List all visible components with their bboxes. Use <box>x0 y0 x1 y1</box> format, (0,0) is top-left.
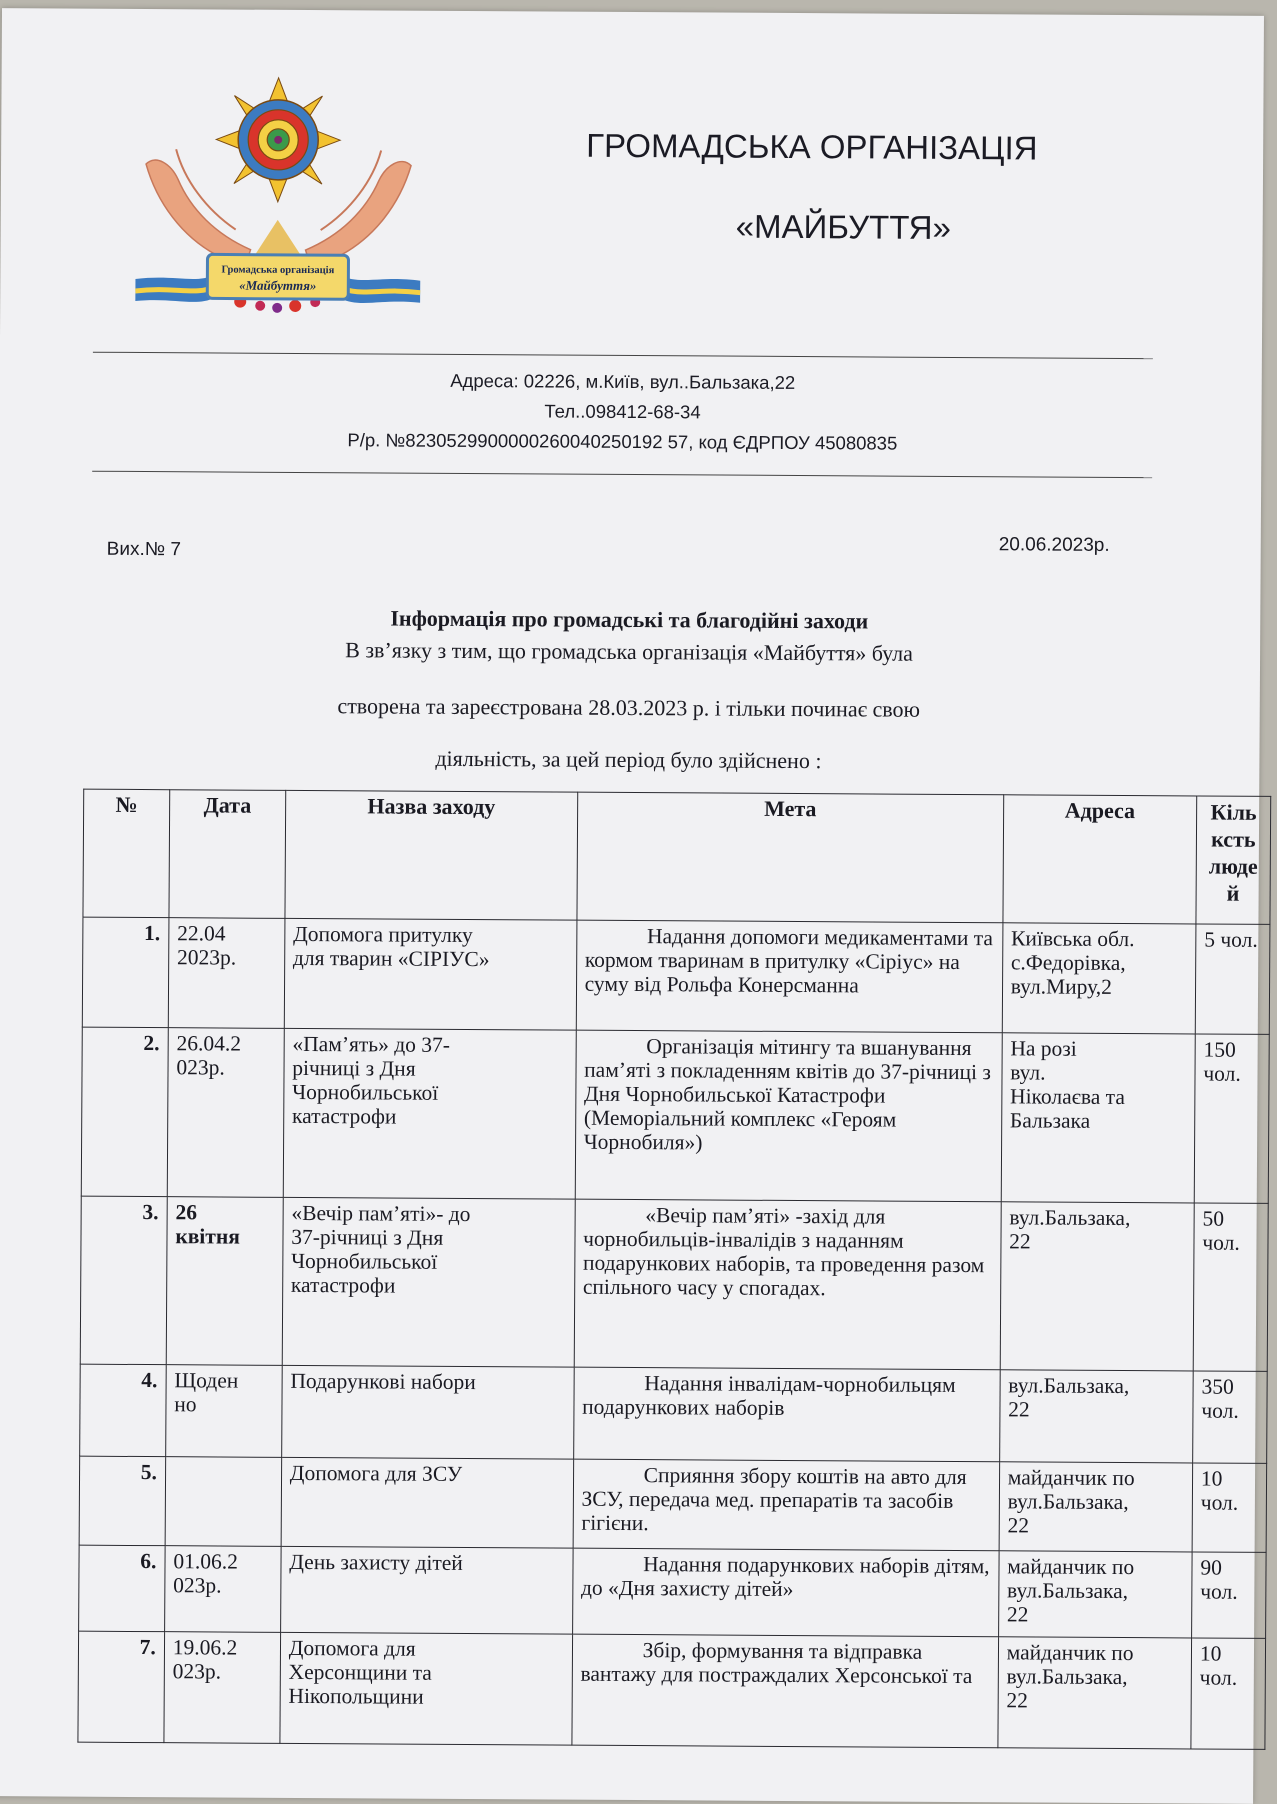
cell-event-name: Допомога притулку для тварин «СІРІУС» <box>284 918 577 1030</box>
cell-date: Щоден но <box>166 1365 282 1458</box>
organization-logo <box>135 69 422 321</box>
cell-address: Київська обл. с.Федорівка, вул.Миру,2 <box>1002 923 1196 1034</box>
cell-num: 1. <box>82 917 169 1028</box>
cell-num: 3. <box>80 1196 167 1365</box>
cell-event-name: «Пам’ять» до 37- річниці з Дня Чорнобильської катастрофи <box>283 1028 576 1199</box>
intro-line-3: діяльність, за цей період було здійснено : <box>435 745 822 774</box>
cell-count: 90 чол. <box>1191 1552 1266 1638</box>
cell-count: 10 чол. <box>1192 1463 1267 1552</box>
document-date: 20.06.2023р. <box>998 534 1110 556</box>
table-row <box>79 1545 1267 1638</box>
cell-address: На розі вул. Ніколаєва та Бальзака <box>1001 1033 1195 1203</box>
header-divider-top <box>93 352 1153 359</box>
cell-goal: Надання допомоги медикаментами та кормом тваринам в притулку «Сіріус» на суму від Рольфа Конерсманна <box>576 920 1003 1033</box>
cell-date <box>165 1457 281 1547</box>
cell-event-name: Подарункові набори <box>281 1365 573 1459</box>
svg-text:«Майбуття»: «Майбуття» <box>239 277 317 294</box>
cell-goal: Сприяння збору коштів на авто для ЗСУ, передача мед. препаратів та засобів гігієни. <box>573 1459 1000 1551</box>
right-hand-icon <box>305 150 411 267</box>
cell-count: 150 чол. <box>1194 1034 1269 1203</box>
col-header-name: Назва заходу <box>285 790 578 920</box>
phone-line: Тел..098412-68-34 <box>544 400 701 423</box>
document-page <box>0 8 1264 1804</box>
left-hand-icon <box>145 149 251 266</box>
organization-name <box>501 126 1051 246</box>
cell-address: майданчик по вул.Бальзака, 22 <box>998 1551 1192 1638</box>
cell-date: 22.04 2023р. <box>168 918 285 1029</box>
document-title: Інформація про громадські та благодійні заходи <box>390 605 869 634</box>
cell-goal: «Вечір пам’яті» -захід для чорнобильців-інвалідів з наданням подарункових наборів, та проведення разом спільного часу у спогадах. <box>574 1199 1001 1370</box>
cell-date: 26.04.2 023р. <box>167 1028 284 1198</box>
cell-goal: Надання інвалідам-чорнобильцям подарункових наборів <box>573 1367 1000 1462</box>
intro-line-2: створена та зареєстрована 28.03.2023 р. і тільки починає свою <box>337 693 921 722</box>
table-row <box>80 1364 1268 1463</box>
cell-num: 2. <box>81 1027 168 1197</box>
cell-address: вул.Бальзака, 22 <box>999 1370 1193 1463</box>
cell-date: 19.06.2 023р. <box>164 1632 281 1744</box>
table-row <box>82 917 1270 1034</box>
cell-address: вул.Бальзака, 22 <box>1000 1202 1194 1371</box>
cell-goal: Збір, формування та відправка вантажу для постраждалих Херсонської та <box>572 1634 999 1748</box>
outgoing-number: Вих.№ 7 <box>106 538 182 561</box>
address-line: Адреса: 02226, м.Київ, вул..Бальзака,22 <box>450 369 796 393</box>
col-header-date: Дата <box>169 790 286 919</box>
table-header-row <box>83 789 1271 924</box>
org-name-line1: ГРОМАДСЬКА ОРГАНІЗАЦІЯ <box>586 126 1038 167</box>
cell-event-name: День захисту дітей <box>280 1546 572 1634</box>
table-row <box>81 1027 1269 1203</box>
cell-count: 10 чол. <box>1191 1638 1266 1749</box>
cell-event-name: Допомога для Херсонщини та Нікопольщини <box>280 1632 573 1745</box>
cell-num: 6. <box>79 1545 165 1632</box>
events-table <box>77 789 1271 1750</box>
cell-date: 01.06.2 023р. <box>164 1546 280 1633</box>
cell-count: 50 чол. <box>1193 1203 1268 1371</box>
svg-text:Громадська організація: Громадська організація <box>221 264 335 277</box>
table-row <box>80 1196 1268 1371</box>
cell-event-name: «Вечір пам’яті»- до 37-річниці з Дня Чорнобильської катастрофи <box>282 1197 575 1367</box>
cell-num: 7. <box>78 1631 165 1743</box>
cell-event-name: Допомога для ЗСУ <box>281 1457 573 1548</box>
contact-block <box>92 364 1153 460</box>
col-header-count: Кіль ксть люде й <box>1196 796 1271 924</box>
intro-line-1: В зв’язку з тим, що громадська організація «Майбуття» була <box>345 637 914 666</box>
mandala-icon <box>216 77 341 202</box>
cell-num: 5. <box>79 1456 165 1546</box>
org-name-line2: «МАЙБУТТЯ» <box>735 207 952 246</box>
col-header-goal: Мета <box>577 792 1004 923</box>
cell-goal: Надання подарункових наборів дітям, до «Дня захисту дітей» <box>572 1548 999 1637</box>
col-header-address: Адреса <box>1003 795 1197 924</box>
table-row <box>78 1631 1266 1749</box>
cell-address: майданчик по вул.Бальзака, 22 <box>998 1637 1192 1749</box>
cell-count: 350 чол. <box>1193 1371 1268 1463</box>
cell-goal: Організація мітингу та вшанування пам’яті з покладенням квітів до 37-річниці з Дня Чорнобильської Катастрофи (Меморіальний комплекс «Героям Чорнобиля») <box>575 1030 1002 1202</box>
header-divider-bottom <box>92 471 1152 478</box>
ribbon-banner <box>135 254 420 303</box>
cell-num: 4. <box>80 1364 166 1457</box>
account-line: Р/р. №8230529900000260040250192 57, код ЄДРПОУ 45080835 <box>347 429 898 454</box>
col-header-num: № <box>83 789 170 918</box>
table-row <box>79 1456 1267 1552</box>
cell-date: 26 квітня <box>166 1197 283 1366</box>
cell-count: 5 чол. <box>1195 924 1270 1034</box>
cell-address: майданчик по вул.Бальзака, 22 <box>999 1462 1193 1552</box>
